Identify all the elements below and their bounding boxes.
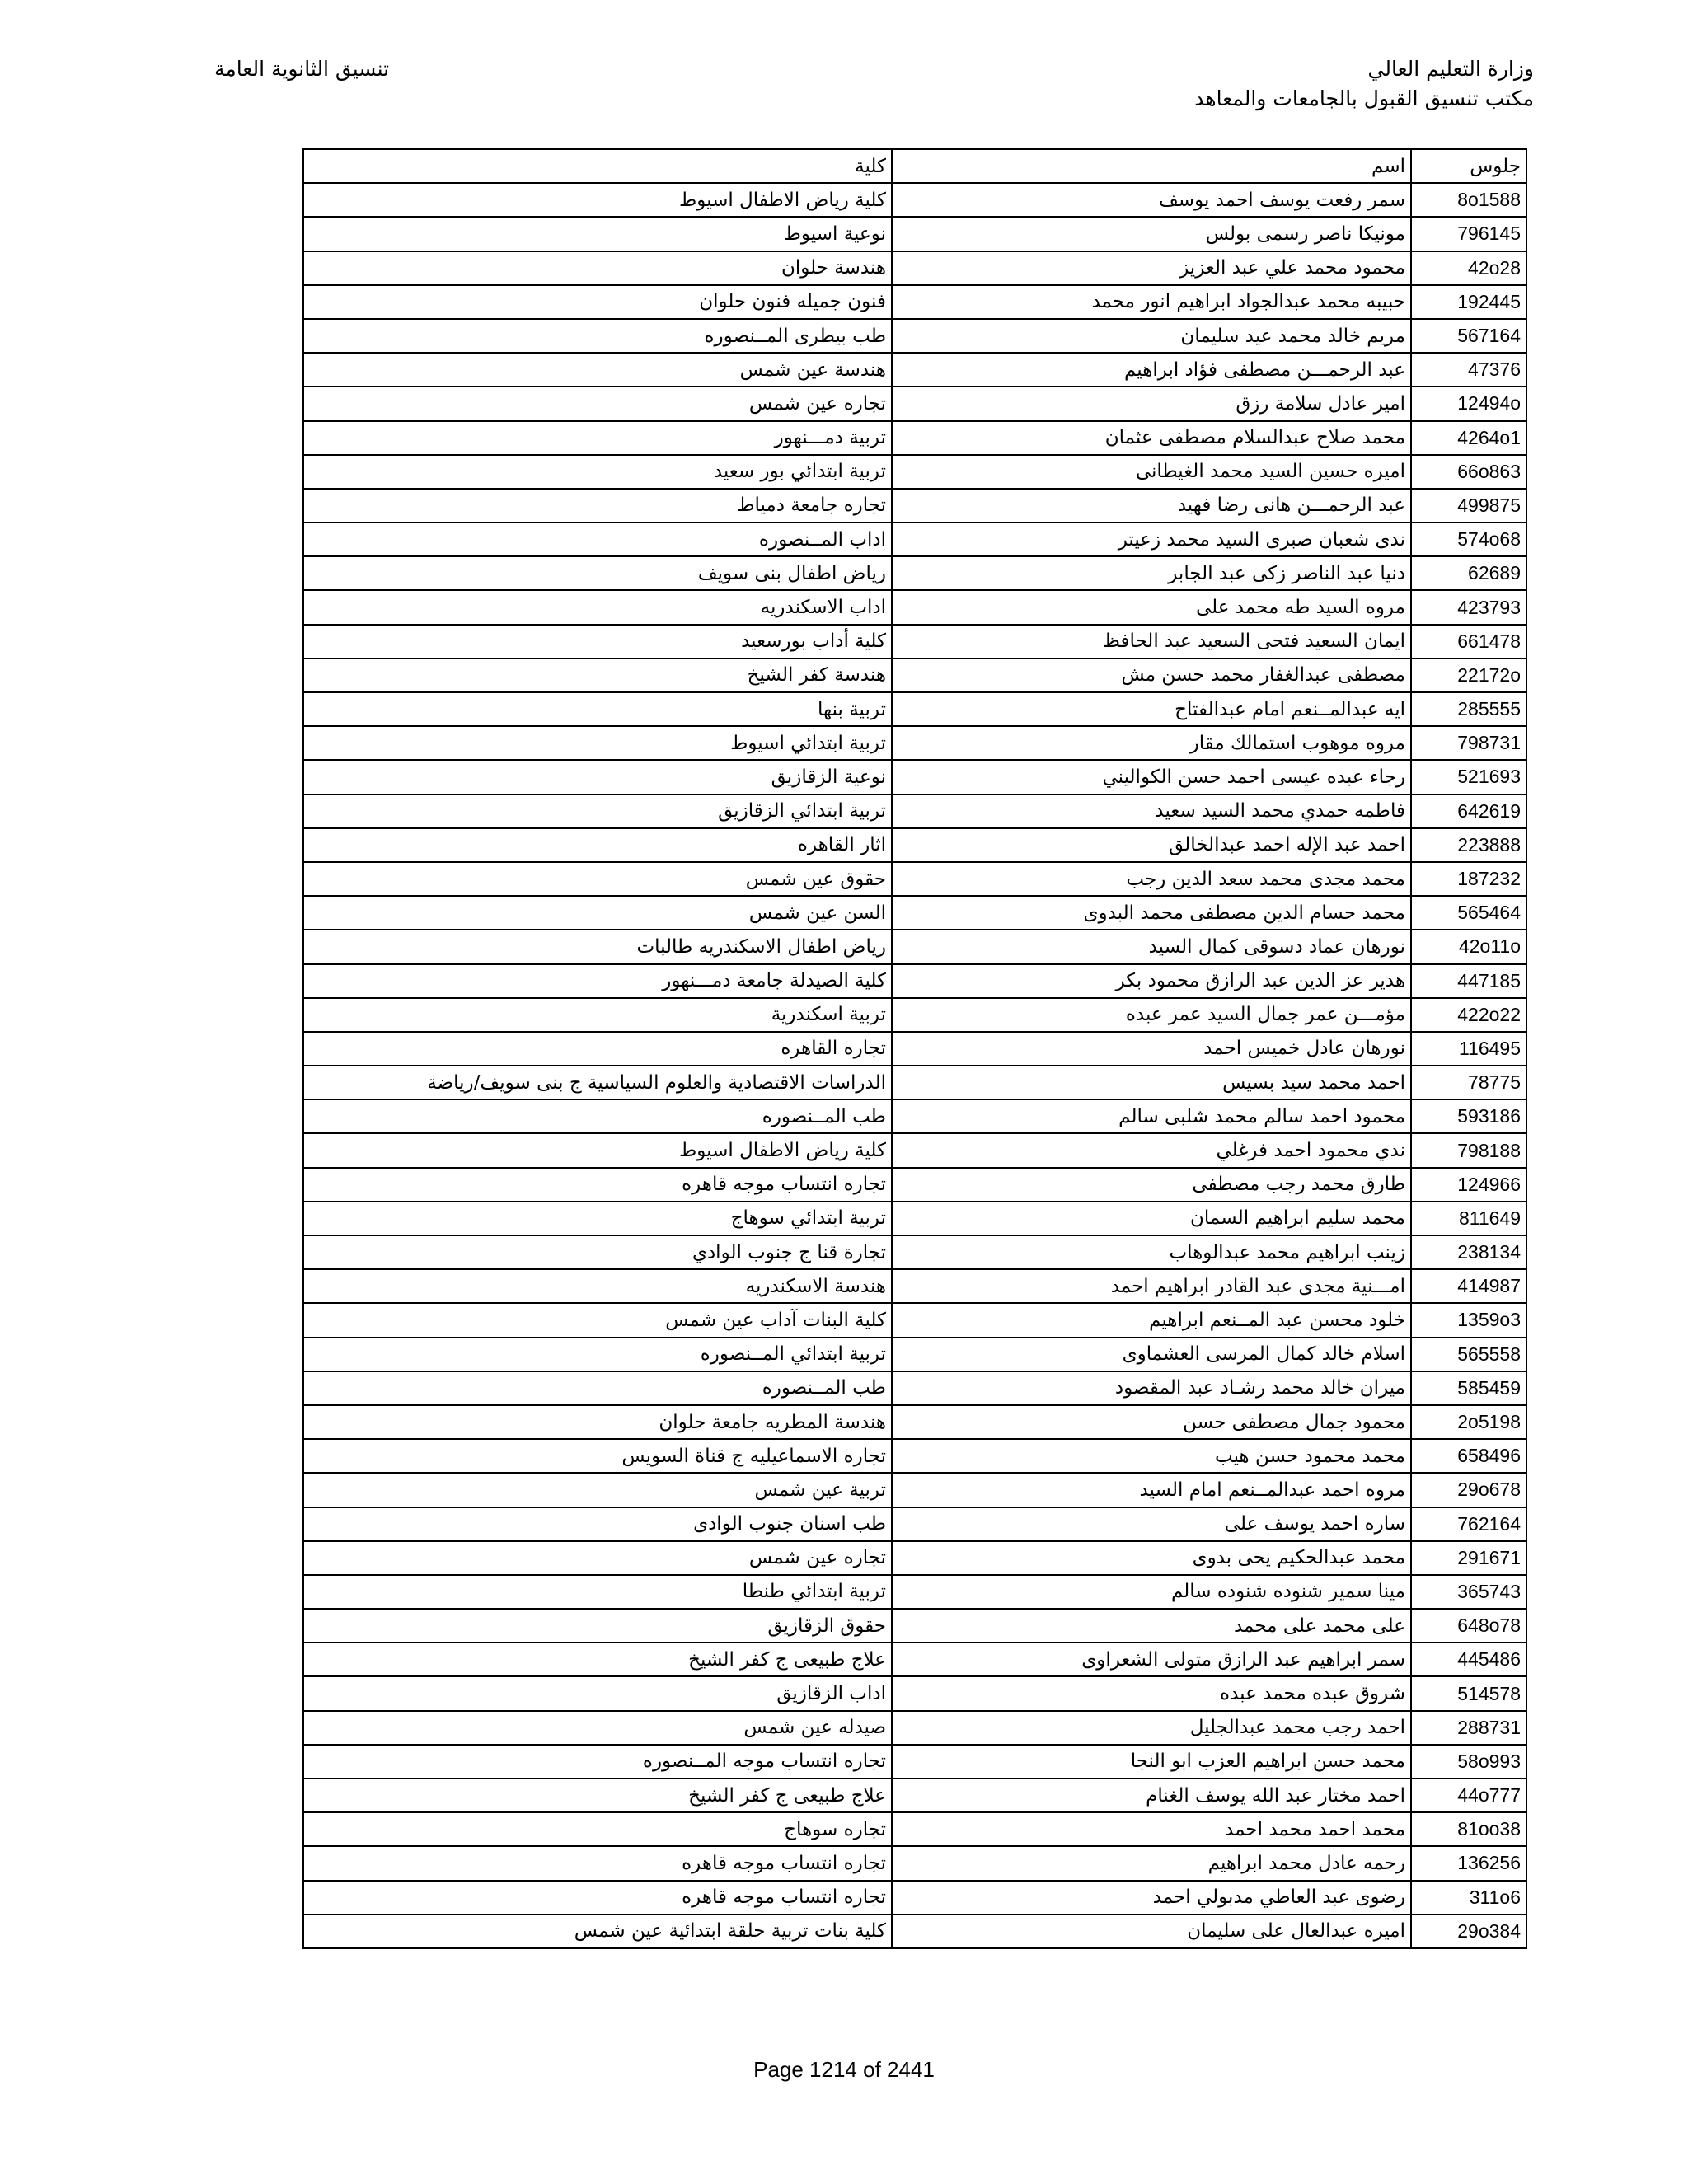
college-cell: طب اسنان جنوب الوادى xyxy=(303,1507,892,1541)
name-column-header: اسم xyxy=(892,149,1411,183)
table-row xyxy=(303,998,1526,1032)
table-row xyxy=(303,1099,1526,1133)
student-name-cell: ندى شعبان صبرى السيد محمد زعيتر xyxy=(892,523,1411,556)
student-name-cell: احمد مختار عبد الله يوسف الغنام xyxy=(892,1779,1411,1812)
seat-number-cell: 521693 xyxy=(1411,760,1526,794)
table-row xyxy=(303,896,1526,930)
table-row xyxy=(303,964,1526,998)
college-cell: كلية بنات تربية حلقة ابتدائية عين شمس xyxy=(303,1915,892,1948)
table-row xyxy=(303,658,1526,692)
seat-number-cell: 445486 xyxy=(1411,1643,1526,1676)
table-row xyxy=(303,1541,1526,1575)
table-row xyxy=(303,1609,1526,1643)
seat-number-cell: 499875 xyxy=(1411,489,1526,523)
seat-number-cell: 136256 xyxy=(1411,1846,1526,1880)
student-name-cell: احمد عبد الإله احمد عبدالخالق xyxy=(892,828,1411,862)
seat-number-cell: 78775 xyxy=(1411,1066,1526,1099)
table-row xyxy=(303,1745,1526,1779)
seat-number-cell: 291671 xyxy=(1411,1541,1526,1575)
coordination-title: تنسيق الثانوية العامة xyxy=(214,57,390,81)
student-name-cell: مونيكا ناصر رسمى بولس xyxy=(892,217,1411,251)
seat-number-cell: 42o28 xyxy=(1411,251,1526,285)
college-cell: تجاره عين شمس xyxy=(303,387,892,420)
college-cell: تجاره جامعة دمياط xyxy=(303,489,892,523)
student-name-cell: سمر رفعت يوسف احمد يوسف xyxy=(892,183,1411,217)
student-name-cell: خلود محسن عبد المــنعم ابراهيم xyxy=(892,1303,1411,1337)
seat-number-cell: 192445 xyxy=(1411,285,1526,319)
table-row xyxy=(303,556,1526,590)
seat-number-cell: 661478 xyxy=(1411,625,1526,658)
college-cell: اداب الاسكندريه xyxy=(303,590,892,624)
college-cell: اداب المــنصوره xyxy=(303,523,892,556)
seat-number-cell: 285555 xyxy=(1411,692,1526,726)
college-cell: كلية رياض الاطفال اسيوط xyxy=(303,1133,892,1167)
table-body xyxy=(303,183,1526,1948)
student-name-cell: فاطمه حمدي محمد السيد سعيد xyxy=(892,794,1411,828)
college-cell: رياض اطفال بنى سويف xyxy=(303,556,892,590)
college-cell: فنون جميله فنون حلوان xyxy=(303,285,892,319)
student-name-cell: ندي محمود احمد فرغلي xyxy=(892,1133,1411,1167)
table-row xyxy=(303,1812,1526,1846)
seat-number-cell: 124966 xyxy=(1411,1168,1526,1202)
college-cell: طب المــنصوره xyxy=(303,1099,892,1133)
student-name-cell: ميران خالد محمد رشـاد عبد المقصود xyxy=(892,1371,1411,1405)
student-name-cell: احمد رجب محمد عبدالجليل xyxy=(892,1711,1411,1745)
student-name-cell: زينب ابراهيم محمد عبدالوهاب xyxy=(892,1235,1411,1269)
seat-number-cell: 2o5198 xyxy=(1411,1405,1526,1439)
seat-number-cell: 365743 xyxy=(1411,1575,1526,1609)
student-name-cell: رضوى عبد العاطي مدبولي احمد xyxy=(892,1881,1411,1915)
table-row xyxy=(303,1575,1526,1609)
table-header-row xyxy=(303,149,1526,183)
student-name-cell: ساره احمد يوسف على xyxy=(892,1507,1411,1541)
college-cell: تجاره سوهاج xyxy=(303,1812,892,1846)
student-name-cell: مصطفى عبدالغفار محمد حسن مش xyxy=(892,658,1411,692)
seat-number-cell: 44o777 xyxy=(1411,1779,1526,1812)
college-cell: تربية ابتدائي الزقازيق xyxy=(303,794,892,828)
seat-number-cell: 585459 xyxy=(1411,1371,1526,1405)
table-row xyxy=(303,319,1526,353)
college-cell: تجارة قنا ج جنوب الوادي xyxy=(303,1235,892,1269)
student-name-cell: مريم خالد محمد عيد سليمان xyxy=(892,319,1411,353)
college-cell: السن عين شمس xyxy=(303,896,892,930)
college-column-header: كلية xyxy=(303,149,892,183)
college-cell: تجاره القاهره xyxy=(303,1032,892,1066)
seat-number-cell: 565558 xyxy=(1411,1338,1526,1371)
student-name-cell: محمد احمد محمد احمد xyxy=(892,1812,1411,1846)
seat-number-cell: 565464 xyxy=(1411,896,1526,930)
seat-number-cell: 29o384 xyxy=(1411,1915,1526,1948)
table-row xyxy=(303,1439,1526,1473)
college-cell: طب بيطرى المــنصوره xyxy=(303,319,892,353)
college-cell: تجاره انتساب موجه قاهره xyxy=(303,1168,892,1202)
page-number: Page 1214 of 2441 xyxy=(753,2057,935,2082)
seat-number-cell: 514578 xyxy=(1411,1676,1526,1710)
table-row xyxy=(303,217,1526,251)
student-name-cell: محمد حسن ابراهيم العزب ابو النجا xyxy=(892,1745,1411,1779)
college-cell: هندسة كفر الشيخ xyxy=(303,658,892,692)
table-row xyxy=(303,1881,1526,1915)
college-cell: تربية ابتدائي المــنصوره xyxy=(303,1338,892,1371)
table-row xyxy=(303,1371,1526,1405)
seat-number-cell: 447185 xyxy=(1411,964,1526,998)
seat-number-cell: 4264o1 xyxy=(1411,421,1526,455)
college-cell: تربية اسكندرية xyxy=(303,998,892,1032)
seat-number-cell: 796145 xyxy=(1411,217,1526,251)
ministry-name: وزارة التعليم العالي xyxy=(1367,57,1534,81)
table-row xyxy=(303,692,1526,726)
table-row xyxy=(303,930,1526,963)
college-cell: تربية عين شمس xyxy=(303,1473,892,1507)
college-cell: تربية ابتدائي طنطا xyxy=(303,1575,892,1609)
table-row xyxy=(303,523,1526,556)
table-row xyxy=(303,1779,1526,1812)
student-name-cell: مروه احمد عبدالمــنعم امام السيد xyxy=(892,1473,1411,1507)
seat-number-cell: 414987 xyxy=(1411,1269,1526,1303)
student-name-cell: رحمه عادل محمد ابراهيم xyxy=(892,1846,1411,1880)
seat-number-cell: 642619 xyxy=(1411,794,1526,828)
seat-number-cell: 288731 xyxy=(1411,1711,1526,1745)
table-row xyxy=(303,1338,1526,1371)
seat-column-header: جلوس xyxy=(1411,149,1526,183)
table-row xyxy=(303,1235,1526,1269)
table-row xyxy=(303,387,1526,420)
table-row xyxy=(303,183,1526,217)
student-name-cell: محمد سليم ابراهيم السمان xyxy=(892,1202,1411,1235)
college-cell: هندسة الاسكندريه xyxy=(303,1269,892,1303)
seat-number-cell: 187232 xyxy=(1411,862,1526,896)
college-cell: كلية الصيدلة جامعة دمـــنهور xyxy=(303,964,892,998)
college-cell: كلية رياض الاطفال اسيوط xyxy=(303,183,892,217)
seat-number-cell: 762164 xyxy=(1411,1507,1526,1541)
table-row xyxy=(303,1303,1526,1337)
college-cell: هندسة عين شمس xyxy=(303,353,892,387)
college-cell: اثار القاهره xyxy=(303,828,892,862)
table-row xyxy=(303,1473,1526,1507)
seat-number-cell: 116495 xyxy=(1411,1032,1526,1066)
seat-number-cell: 658496 xyxy=(1411,1439,1526,1473)
seat-number-cell: 798731 xyxy=(1411,726,1526,760)
seat-number-cell: 798188 xyxy=(1411,1133,1526,1167)
seat-number-cell: 648o78 xyxy=(1411,1609,1526,1643)
college-cell: تربية ابتدائي اسيوط xyxy=(303,726,892,760)
seat-number-cell: 66o863 xyxy=(1411,455,1526,489)
college-cell: كلية أداب بورسعيد xyxy=(303,625,892,658)
student-name-cell: حبيبه محمد عبدالجواد ابراهيم انور محمد xyxy=(892,285,1411,319)
seat-number-cell: 238134 xyxy=(1411,1235,1526,1269)
admissions-table xyxy=(302,148,1527,1949)
student-name-cell: مروه السيد طه محمد على xyxy=(892,590,1411,624)
table-row xyxy=(303,1643,1526,1676)
seat-number-cell: 22172o xyxy=(1411,658,1526,692)
table-row xyxy=(303,489,1526,523)
student-name-cell: اميره عبدالعال على سليمان xyxy=(892,1915,1411,1948)
college-cell: الدراسات الاقتصادية والعلوم السياسية ج بنى سويف/رياضة xyxy=(303,1066,892,1099)
student-name-cell: محمد محمود حسن هيب xyxy=(892,1439,1411,1473)
college-cell: تجاره انتساب موجه قاهره xyxy=(303,1881,892,1915)
table-row xyxy=(303,1676,1526,1710)
student-name-cell: رجاء عبده عيسى احمد حسن الكواليني xyxy=(892,760,1411,794)
student-name-cell: محمد صلاح عبدالسلام مصطفى عثمان xyxy=(892,421,1411,455)
college-cell: حقوق عين شمس xyxy=(303,862,892,896)
table-row xyxy=(303,590,1526,624)
student-name-cell: شروق عبده محمد عبده xyxy=(892,1676,1411,1710)
student-name-cell: ايه عبدالمــنعم امام عبدالفتاح xyxy=(892,692,1411,726)
student-name-cell: نورهان عادل خميس احمد xyxy=(892,1032,1411,1066)
seat-number-cell: 62689 xyxy=(1411,556,1526,590)
college-cell: طب المــنصوره xyxy=(303,1371,892,1405)
seat-number-cell: 422o22 xyxy=(1411,998,1526,1032)
student-name-cell: طارق محمد رجب مصطفى xyxy=(892,1168,1411,1202)
seat-number-cell: 423793 xyxy=(1411,590,1526,624)
student-name-cell: محمد حسام الدين مصطفى محمد البدوى xyxy=(892,896,1411,930)
seat-number-cell: 223888 xyxy=(1411,828,1526,862)
table-row xyxy=(303,251,1526,285)
seat-number-cell: 42o11o xyxy=(1411,930,1526,963)
student-name-cell: على محمد على محمد xyxy=(892,1609,1411,1643)
student-name-cell: احمد محمد سيد بسيس xyxy=(892,1066,1411,1099)
student-name-cell: هدير عز الدين عبد الرازق محمود بكر xyxy=(892,964,1411,998)
college-cell: هندسة حلوان xyxy=(303,251,892,285)
table-row xyxy=(303,421,1526,455)
seat-number-cell: 81oo38 xyxy=(1411,1812,1526,1846)
table-row xyxy=(303,1066,1526,1099)
student-name-cell: دنيا عبد الناصر زكى عبد الجابر xyxy=(892,556,1411,590)
college-cell: تجاره انتساب موجه المــنصوره xyxy=(303,1745,892,1779)
student-name-cell: اميره حسين السيد محمد الغيطانى xyxy=(892,455,1411,489)
seat-number-cell: 47376 xyxy=(1411,353,1526,387)
student-name-cell: محمد مجدى محمد سعد الدين رجب xyxy=(892,862,1411,896)
table-row xyxy=(303,285,1526,319)
table-row xyxy=(303,760,1526,794)
college-cell: تربية ابتدائي بور سعيد xyxy=(303,455,892,489)
student-name-cell: عبد الرحمـــن هانى رضا فهيد xyxy=(892,489,1411,523)
student-name-cell: عبد الرحمـــن مصطفى فؤاد ابراهيم xyxy=(892,353,1411,387)
college-cell: تربية دمـــنهور xyxy=(303,421,892,455)
college-cell: علاج طبيعى ج كفر الشيخ xyxy=(303,1643,892,1676)
student-name-cell: محمود محمد علي عبد العزيز xyxy=(892,251,1411,285)
college-cell: هندسة المطريه جامعة حلوان xyxy=(303,1405,892,1439)
college-cell: نوعية الزقازيق xyxy=(303,760,892,794)
college-cell: تجاره الاسماعيليه ج قناة السويس xyxy=(303,1439,892,1473)
seat-number-cell: 811649 xyxy=(1411,1202,1526,1235)
seat-number-cell: 311o6 xyxy=(1411,1881,1526,1915)
college-cell: تجاره انتساب موجه قاهره xyxy=(303,1846,892,1880)
college-cell: صيدله عين شمس xyxy=(303,1711,892,1745)
ministry-header xyxy=(1194,54,1534,114)
student-name-cell: اسلام خالد كمال المرسى العشماوى xyxy=(892,1338,1411,1371)
seat-number-cell: 12494o xyxy=(1411,387,1526,420)
table-row xyxy=(303,1269,1526,1303)
table-row xyxy=(303,828,1526,862)
table-row xyxy=(303,862,1526,896)
student-name-cell: مؤمـــن عمر جمال السيد عمر عبده xyxy=(892,998,1411,1032)
table-row xyxy=(303,1507,1526,1541)
college-cell: علاج طبيعى ج كفر الشيخ xyxy=(303,1779,892,1812)
table-row xyxy=(303,1846,1526,1880)
college-cell: اداب الزقازيق xyxy=(303,1676,892,1710)
student-name-cell: سمر ابراهيم عبد الرازق متولى الشعراوى xyxy=(892,1643,1411,1676)
table-row xyxy=(303,1405,1526,1439)
seat-number-cell: 593186 xyxy=(1411,1099,1526,1133)
college-cell: تجاره عين شمس xyxy=(303,1541,892,1575)
table-row xyxy=(303,1915,1526,1948)
seat-number-cell: 574o68 xyxy=(1411,523,1526,556)
student-name-cell: امـــنية مجدى عبد القادر ابراهيم احمد xyxy=(892,1269,1411,1303)
college-cell: نوعية اسيوط xyxy=(303,217,892,251)
student-name-cell: امير عادل سلامة رزق xyxy=(892,387,1411,420)
table-row xyxy=(303,353,1526,387)
table-row xyxy=(303,455,1526,489)
table-row xyxy=(303,1032,1526,1066)
table-row xyxy=(303,625,1526,658)
college-cell: حقوق الزقازيق xyxy=(303,1609,892,1643)
seat-number-cell: 29o678 xyxy=(1411,1473,1526,1507)
seat-number-cell: 1359o3 xyxy=(1411,1303,1526,1337)
coordination-header xyxy=(214,54,389,84)
student-name-cell: ايمان السعيد فتحى السعيد عبد الحافظ xyxy=(892,625,1411,658)
student-name-cell: مينا سمير شنوده شنوده سالم xyxy=(892,1575,1411,1609)
seat-number-cell: 58o993 xyxy=(1411,1745,1526,1779)
student-name-cell: محمود جمال مصطفى حسن xyxy=(892,1405,1411,1439)
table-row xyxy=(303,1168,1526,1202)
college-cell: تربية ابتدائي سوهاج xyxy=(303,1202,892,1235)
college-cell: تربية بنها xyxy=(303,692,892,726)
table-row xyxy=(303,794,1526,828)
table-row xyxy=(303,1711,1526,1745)
office-name: مكتب تنسيق القبول بالجامعات والمعاهد xyxy=(1194,87,1534,110)
student-name-cell: محمود احمد سالم محمد شلبى سالم xyxy=(892,1099,1411,1133)
college-cell: رياض اطفال الاسكندريه طالبات xyxy=(303,930,892,963)
student-name-cell: مروه موهوب استمالك مقار xyxy=(892,726,1411,760)
student-name-cell: نورهان عماد دسوقى كمال السيد xyxy=(892,930,1411,963)
college-cell: كلية البنات آداب عين شمس xyxy=(303,1303,892,1337)
table-row xyxy=(303,726,1526,760)
table-row xyxy=(303,1133,1526,1167)
seat-number-cell: 567164 xyxy=(1411,319,1526,353)
seat-number-cell: 8o1588 xyxy=(1411,183,1526,217)
student-name-cell: محمد عبدالحكيم يحى بدوى xyxy=(892,1541,1411,1575)
table-row xyxy=(303,1202,1526,1235)
